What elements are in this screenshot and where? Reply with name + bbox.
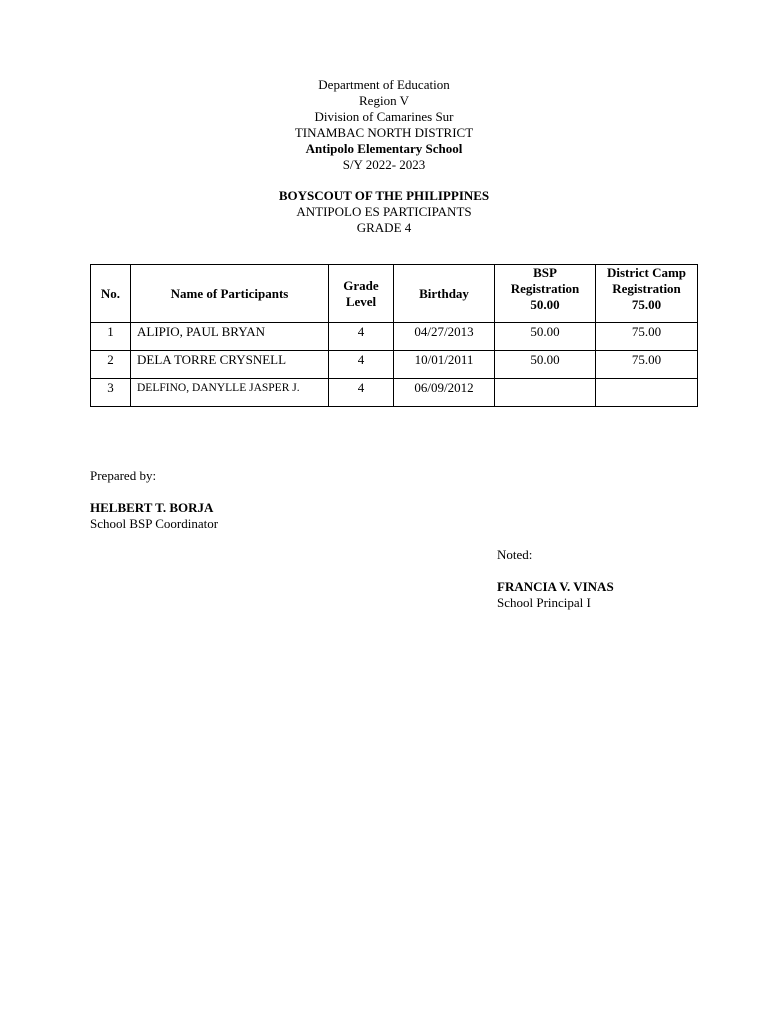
table-header-row (91, 265, 698, 323)
table-row (91, 351, 698, 379)
cell-birthday: 10/01/2011 (394, 351, 495, 379)
cell-name: DELFINO, DANYLLE JASPER J. (131, 379, 329, 407)
prepared-by-label: Prepared by: (90, 468, 157, 483)
header-camp-line1: District Camp (606, 265, 687, 280)
header-name: Name of Participants (131, 265, 329, 323)
header-bsp-line2: Registration (510, 281, 580, 296)
cell-camp: 75.00 (596, 351, 698, 379)
participants-table (90, 264, 698, 407)
grade-title: GRADE 4 (356, 220, 412, 235)
header-bsp-line1: BSP (533, 265, 557, 280)
prepared-by-block (90, 468, 218, 532)
header-bsp-line3: 50.00 (530, 297, 560, 312)
district-name: TINAMBAC NORTH DISTRICT (294, 125, 474, 140)
region-name: Region V (359, 93, 409, 108)
header-bsp-registration (495, 265, 596, 323)
table-row (91, 379, 698, 407)
header-grade-level (329, 265, 394, 323)
noted-by-block (497, 547, 614, 611)
noted-by-role: School Principal I (497, 595, 591, 610)
cell-bsp (495, 379, 596, 407)
cell-bsp: 50.00 (495, 351, 596, 379)
cell-birthday: 04/27/2013 (394, 323, 495, 351)
cell-grade: 4 (329, 323, 394, 351)
organization-title: BOYSCOUT OF THE PHILIPPINES (278, 188, 490, 203)
cell-grade: 4 (329, 379, 394, 407)
cell-camp (596, 379, 698, 407)
header-grade-line2: Level (345, 293, 377, 309)
cell-no: 3 (91, 379, 131, 407)
cell-no: 1 (91, 323, 131, 351)
cell-grade: 4 (329, 351, 394, 379)
participants-subtitle: ANTIPOLO ES PARTICIPANTS (296, 204, 472, 219)
table-row (91, 323, 698, 351)
prepared-by-name: HELBERT T. BORJA (90, 500, 214, 515)
noted-by-name: FRANCIA V. VINAS (497, 579, 614, 594)
header-camp-line3: 75.00 (631, 297, 662, 312)
cell-no: 2 (91, 351, 131, 379)
school-name: Antipolo Elementary School (305, 141, 463, 156)
cell-camp: 75.00 (596, 323, 698, 351)
document-title (0, 188, 768, 236)
division-name: Division of Camarines Sur (314, 109, 454, 124)
school-year: S/Y 2022- 2023 (342, 157, 426, 172)
header-district-camp (596, 265, 698, 323)
cell-name: ALIPIO, PAUL BRYAN (131, 323, 329, 351)
letterhead (0, 77, 768, 173)
header-grade-line1: Grade (343, 277, 379, 293)
department-name: Department of Education (318, 77, 450, 92)
noted-by-label: Noted: (497, 547, 533, 562)
header-camp-line2: Registration (612, 281, 681, 296)
cell-name: DELA TORRE CRYSNELL (131, 351, 329, 379)
cell-bsp: 50.00 (495, 323, 596, 351)
cell-birthday: 06/09/2012 (394, 379, 495, 407)
header-no: No. (91, 265, 131, 323)
header-birthday: Birthday (394, 265, 495, 323)
prepared-by-role: School BSP Coordinator (90, 516, 219, 531)
